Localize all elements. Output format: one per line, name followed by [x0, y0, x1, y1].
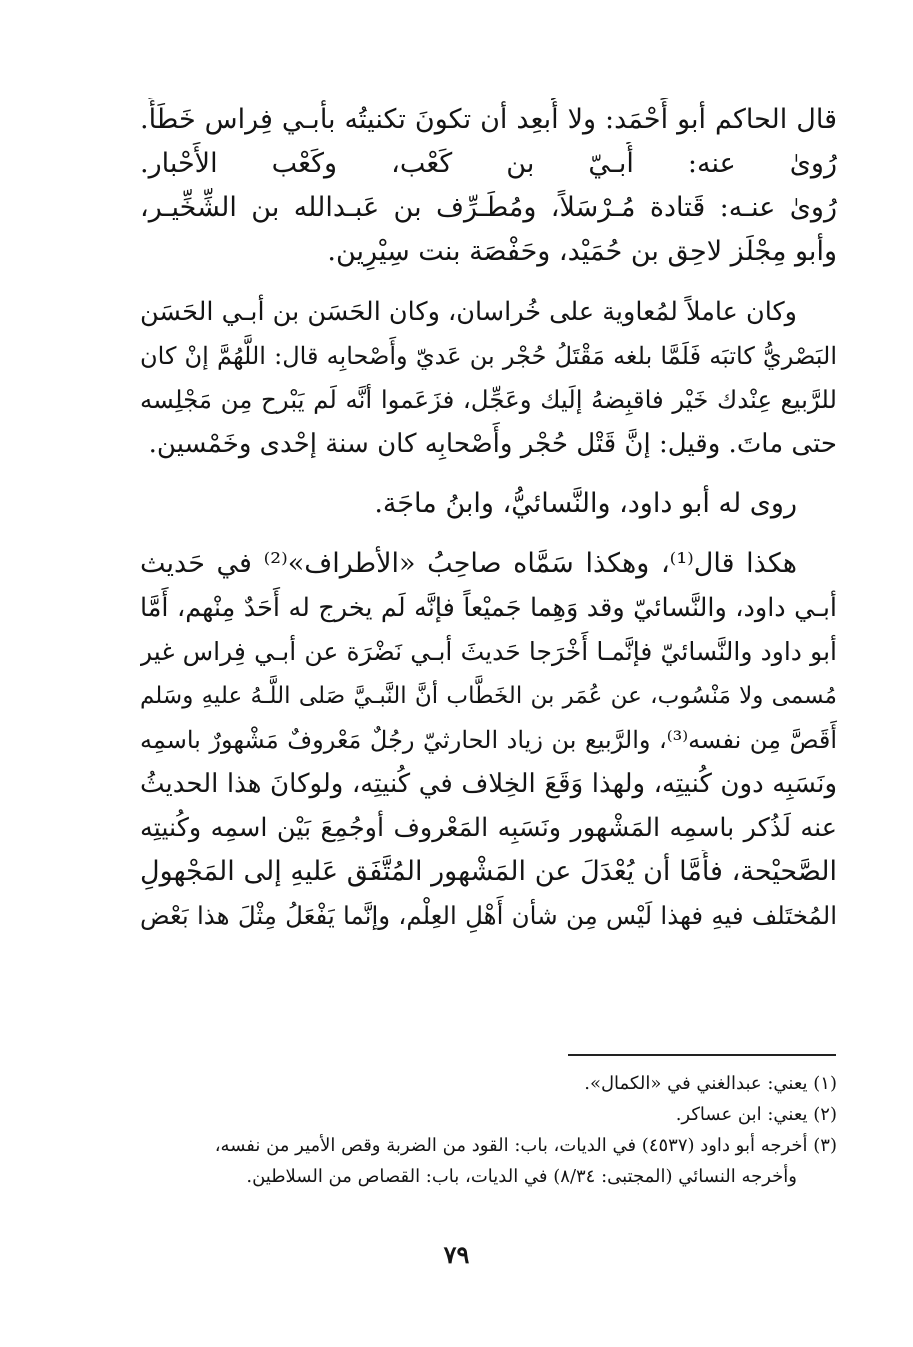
footnotes: [140, 1068, 837, 1192]
text-line: وكان عاملاً لمُعاوية على خُراسان، وكان الحَسَن بن أبـي الحَسَن: [140, 297, 797, 327]
footnote: (٢) يعني: ابن عساكر.: [675, 1104, 837, 1125]
text-line: رُوىٰ عنـه: قَتادة مُـرْسَلاً، ومُطَـرِّف بن عَبـدالله بن الشِّخِّيـر،: [140, 192, 837, 223]
main-text: [140, 98, 837, 938]
text-line: وأبو مِجْلَز لاحِق بن حُمَيْد، وحَفْصَة بنت سِيْرِين.: [327, 236, 837, 267]
footnote-separator: [568, 1054, 836, 1056]
text-line: أبو داود والنَّسائيّ فإنَّمـا أَخْرَجا حَديثَ أبـي نَضْرَة عن أبـي فِراس غير: [140, 637, 837, 666]
text-line: مُسمى ولا مَنْسُوب، عن عُمَر بن الخَطَّاب أنَّ النَّبـيَّ صَلى اللَّـهُ عليهِ وسَلم: [140, 683, 837, 709]
page-number: ٧٩: [443, 1240, 470, 1269]
text-line: عنه لَذُكر باسمِه المَشْهور ونَسَبِه المَعْروف أوجُمِعَ بَيْن اسمِه وكُنيتِه: [140, 813, 837, 843]
text-line: هكذا قال⁽¹⁾، وهكذا سَمَّاه صاحِبُ «الأطراف»⁽²⁾ في حَديث: [140, 548, 797, 579]
text-line: حتى ماتَ. وقيل: إنَّ قَتْل حُجْر وأَصْحابِه كان سنة إحْدى وخَمْسين.: [148, 429, 837, 459]
footnote: (٣) أخرجه أبو داود (٤٥٣٧) في الديات، باب: القود من الضربة وقص الأمير من نفسه،: [214, 1135, 837, 1156]
text-line: قال الحاكم أبو أَحْمَد: ولا أُبعِد أن تكونَ تكنيتُه بأبـي فِراس خَطَأً.: [140, 104, 837, 135]
text-line: ونَسَبِه دون كُنيتِه، ولهذا وَقَعَ الخِلاف في كُنيتِه، ولوكانَ هذا الحديثُ: [140, 769, 837, 799]
text-line: رُوىٰ عنه: أُبـيّ بن كَعْب، وكَعْب الأَحْبار.: [140, 148, 837, 179]
text-line: للرَّبيع عِنْدك خَيْر فاقبِضهُ إلَيك وعَجِّل، فزَعَموا أنَّه لَم يَبْرح مِن مَجْلِسه: [140, 385, 837, 414]
text-line: البَصْريُّ كاتبَه فَلَمَّا بلغه مَقْتَلُ حُجْر بن عَديّ وأَصْحابِه قال: اللَّهُمَّ إنْ كان: [140, 342, 837, 370]
text-line: المُختَلف فيهِ فهذا لَيْس مِن شأن أَهْلِ العِلْم، وإنَّما يَفْعَلُ مِثْلَ هذا بَعْض: [140, 901, 837, 930]
text-line: أبـي داود، والنَّسائيّ وقد وَهِما جَميْعاً فإنَّه لَم يخرج له أَحَدٌ مِنْهم، أَمَّا: [140, 593, 837, 623]
text-line: الصَّحيْحة، فأَمَّا أن يُعْدَلَ عن المَشْهور المُتَّفَق عَليهِ إلى المَجْهولِ: [140, 856, 837, 887]
footnote: (١) يعني: عبدالغني في «الكمال».: [584, 1073, 837, 1094]
text-line: أَقَصَّ مِن نفسه⁽³⁾، والرَّبيع بن زياد الحارثيّ رجُلٌ مَعْروفٌ مَشْهورٌ باسمِه: [140, 726, 837, 754]
text-line: روى له أبو داود، والنَّسائيُّ، وابنُ ماجَة.: [374, 488, 797, 519]
footnote-continuation: وأخرجه النسائي (المجتبى: ٨/٣٤) في الديات، باب: القصاص من السلاطين.: [246, 1166, 797, 1187]
